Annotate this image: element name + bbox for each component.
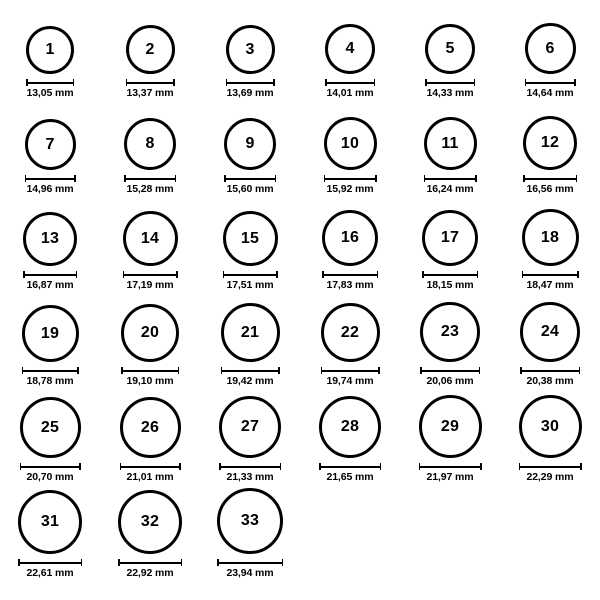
ring-diameter-label: 20,38 mm [526,375,574,387]
dimension-bar [26,82,74,84]
ring-diameter-label: 19,74 mm [326,375,374,387]
ring-size-cell [400,104,500,200]
ring-size-number: 20 [140,324,160,341]
ring-dimension [124,175,176,195]
ring-diameter-label: 18,15 mm [426,279,474,291]
ring-size-cell [300,104,400,200]
ring-circle [425,24,475,74]
ring-size-number: 17 [440,229,460,246]
dimension-line [219,463,281,470]
dimension-bar [221,370,280,372]
ring-dimension [424,175,477,195]
ring-size-cell [400,296,500,392]
ring-size-cell [100,488,200,584]
dimension-bar [124,178,176,180]
ring-size-number: 30 [540,417,560,435]
ring-size-number: 27 [240,418,260,435]
ring-circle [25,119,76,170]
ring-size-cell [400,392,500,488]
dimension-bar [419,466,482,468]
ring-size-number: 8 [145,135,155,152]
ring-size-cell [0,104,100,200]
ring-size-cell [500,8,600,104]
ring-size-number: 33 [240,512,260,529]
dimension-line [26,79,74,86]
ring-size-number: 4 [345,40,355,57]
dimension-line [424,175,477,182]
dimension-line [425,79,475,86]
ring-size-cell [200,392,300,488]
ring-diameter-label: 17,51 mm [226,279,274,291]
ring-size-number: 21 [240,323,260,341]
ring-dimension [419,463,482,483]
ring-dimension [20,463,81,483]
ring-size-cell [0,296,100,392]
ring-size-cell [200,200,300,296]
ring-circle [420,302,480,362]
ring-diameter-label: 22,61 mm [26,567,74,579]
ring-size-cell [200,104,300,200]
ring-dimension [420,367,480,387]
ring-circle [121,304,179,362]
ring-size-number: 24 [540,323,560,340]
dimension-bar [325,82,375,84]
dimension-bar [121,370,179,372]
ring-size-cell [200,296,300,392]
dimension-line [121,367,179,374]
ring-size-number: 3 [245,40,255,58]
ring-size-cell [100,200,200,296]
ring-circle [223,211,278,266]
ring-dimension [523,175,577,195]
ring-size-cell [100,8,200,104]
ring-dimension [219,463,281,483]
dimension-bar [18,562,82,564]
dimension-bar [126,82,175,84]
ring-size-number: 25 [40,418,60,436]
ring-circle [20,397,81,458]
ring-diameter-label: 13,05 mm [26,87,74,99]
ring-dimension [224,175,276,195]
ring-circle [124,118,176,170]
dimension-line [321,367,380,374]
ring-circle [522,209,579,266]
dimension-line [123,271,178,278]
dimension-bar [217,562,283,564]
dimension-line [223,271,278,278]
ring-size-cell [0,392,100,488]
ring-size-cell [400,8,500,104]
ring-size-number: 10 [340,134,360,152]
ring-size-cell [300,200,400,296]
dimension-bar [420,370,480,372]
ring-size-cell [200,8,300,104]
dimension-line [120,463,181,470]
ring-circle [18,490,82,554]
ring-circle [319,396,381,458]
ring-circle [221,303,280,362]
dimension-line [226,79,275,86]
dimension-bar [20,466,81,468]
ring-circle [219,396,281,458]
dimension-line [221,367,280,374]
dimension-line [22,367,79,374]
ring-diameter-label: 21,33 mm [226,471,274,483]
ring-diameter-label: 16,24 mm [426,183,474,195]
ring-size-cell [300,392,400,488]
ring-diameter-label: 14,96 mm [26,183,74,195]
dimension-bar [523,178,577,180]
ring-size-number: 23 [440,323,460,340]
ring-size-cell [0,8,100,104]
dimension-bar [520,370,580,372]
ring-size-cell [300,296,400,392]
ring-circle [224,118,276,170]
ring-dimension [120,463,181,483]
ring-dimension [226,79,275,99]
ring-dimension [121,367,179,387]
dimension-bar [425,82,475,84]
dimension-bar [25,178,76,180]
ring-circle [126,25,175,74]
ring-circle [520,302,580,362]
ring-size-number: 11 [441,134,459,152]
ring-size-number: 29 [440,417,460,435]
dimension-line [20,463,81,470]
ring-size-number: 7 [45,135,55,153]
dimension-bar [226,82,275,84]
ring-circle [26,26,74,74]
ring-size-number: 12 [540,134,560,151]
ring-circle [525,23,576,74]
ring-circle [419,395,482,458]
ring-size-cell [0,200,100,296]
ring-circle [23,212,77,266]
dimension-bar [422,274,478,276]
dimension-bar [223,274,278,276]
ring-diameter-label: 21,01 mm [126,471,174,483]
ring-diameter-label: 17,19 mm [126,279,174,291]
ring-circle [325,24,375,74]
ring-circle [118,490,182,554]
ring-dimension [525,79,576,99]
ring-circle [324,117,377,170]
ring-dimension [126,79,175,99]
dimension-line [217,559,283,566]
dimension-bar [224,178,276,180]
ring-diameter-label: 21,97 mm [426,471,474,483]
ring-size-cell [500,392,600,488]
ring-size-cell [100,104,200,200]
ring-size-number: 32 [140,513,160,530]
ring-dimension [325,79,375,99]
dimension-line [523,175,577,182]
ring-diameter-label: 13,37 mm [126,87,174,99]
dimension-line [224,175,276,182]
ring-diameter-label: 15,60 mm [226,183,274,195]
ring-dimension [26,79,74,99]
ring-diameter-label: 16,87 mm [26,279,74,291]
ring-circle [120,397,181,458]
ring-dimension [322,271,378,291]
ring-size-number: 15 [240,229,260,247]
dimension-bar [322,274,378,276]
dimension-line [325,79,375,86]
ring-size-number: 28 [340,418,360,435]
dimension-line [324,175,377,182]
ring-diameter-label: 19,10 mm [126,375,174,387]
ring-dimension [217,559,283,579]
ring-size-number: 14 [140,229,160,247]
ring-size-cell [100,392,200,488]
ring-size-number: 19 [40,324,60,342]
ring-circle [226,25,275,74]
ring-circle [22,305,79,362]
dimension-bar [219,466,281,468]
dimension-line [23,271,77,278]
dimension-line [525,79,576,86]
ring-dimension [223,271,278,291]
ring-dimension [22,367,79,387]
ring-dimension [319,463,381,483]
ring-dimension [520,367,580,387]
dimension-line [322,271,378,278]
ring-diameter-label: 22,29 mm [526,471,574,483]
ring-dimension [522,271,579,291]
ring-diameter-label: 14,01 mm [326,87,374,99]
dimension-line [319,463,381,470]
ring-dimension [324,175,377,195]
ring-diameter-label: 23,94 mm [226,567,274,579]
dimension-line [118,559,182,566]
ring-size-number: 2 [145,40,155,58]
ring-size-number: 26 [140,418,160,436]
ring-diameter-label: 14,33 mm [426,87,474,99]
ring-dimension [519,463,582,483]
ring-dimension [422,271,478,291]
dimension-line [420,367,480,374]
ring-size-cell [100,296,200,392]
dimension-bar [525,82,576,84]
ring-diameter-label: 13,69 mm [226,87,274,99]
ring-diameter-label: 14,64 mm [526,87,574,99]
ring-size-number: 22 [340,323,360,341]
ring-circle [424,117,477,170]
ring-circle [321,303,380,362]
ring-diameter-label: 17,83 mm [326,279,374,291]
ring-dimension [425,79,475,99]
ring-size-number: 13 [40,230,60,247]
ring-diameter-label: 20,70 mm [26,471,74,483]
ring-diameter-label: 22,92 mm [126,567,174,579]
dimension-line [25,175,76,182]
ring-diameter-label: 18,47 mm [526,279,574,291]
ring-size-cell [500,104,600,200]
dimension-bar [324,178,377,180]
ring-size-cell [0,488,100,584]
ring-circle [123,211,178,266]
ring-size-cell [500,296,600,392]
dimension-bar [321,370,380,372]
ring-size-number: 6 [545,39,555,57]
dimension-line [419,463,482,470]
ring-size-number: 9 [245,135,255,152]
dimension-line [422,271,478,278]
dimension-line [124,175,176,182]
ring-size-number: 31 [40,513,60,530]
ring-size-number: 16 [340,229,360,246]
ring-diameter-label: 15,28 mm [126,183,174,195]
dimension-bar [23,274,77,276]
ring-dimension [118,559,182,579]
ring-dimension [25,175,76,195]
ring-size-number: 5 [445,40,455,57]
ring-size-cell [200,488,300,584]
ring-circle [422,210,478,266]
dimension-line [126,79,175,86]
ring-size-cell [500,200,600,296]
ring-circle [523,116,577,170]
dimension-bar [120,466,181,468]
ring-diameter-label: 21,65 mm [326,471,374,483]
ring-diameter-label: 16,56 mm [526,183,574,195]
ring-circle [322,210,378,266]
dimension-line [519,463,582,470]
ring-diameter-label: 20,06 mm [426,375,474,387]
ring-dimension [221,367,280,387]
dimension-line [18,559,82,566]
dimension-bar [519,466,582,468]
dimension-line [522,271,579,278]
ring-dimension [321,367,380,387]
ring-dimension [23,271,77,291]
ring-size-number: 18 [540,228,560,246]
dimension-bar [123,274,178,276]
ring-size-cell [400,200,500,296]
dimension-bar [118,562,182,564]
dimension-bar [22,370,79,372]
dimension-bar [522,274,579,276]
ring-circle [217,488,283,554]
ring-diameter-label: 19,42 mm [226,375,274,387]
ring-dimension [18,559,82,579]
ring-diameter-label: 18,78 mm [26,375,74,387]
ring-circle [519,395,582,458]
ring-size-cell [300,8,400,104]
ring-dimension [123,271,178,291]
dimension-bar [319,466,381,468]
dimension-line [520,367,580,374]
ring-size-number: 1 [45,41,55,58]
ring-diameter-label: 15,92 mm [326,183,374,195]
dimension-bar [424,178,477,180]
